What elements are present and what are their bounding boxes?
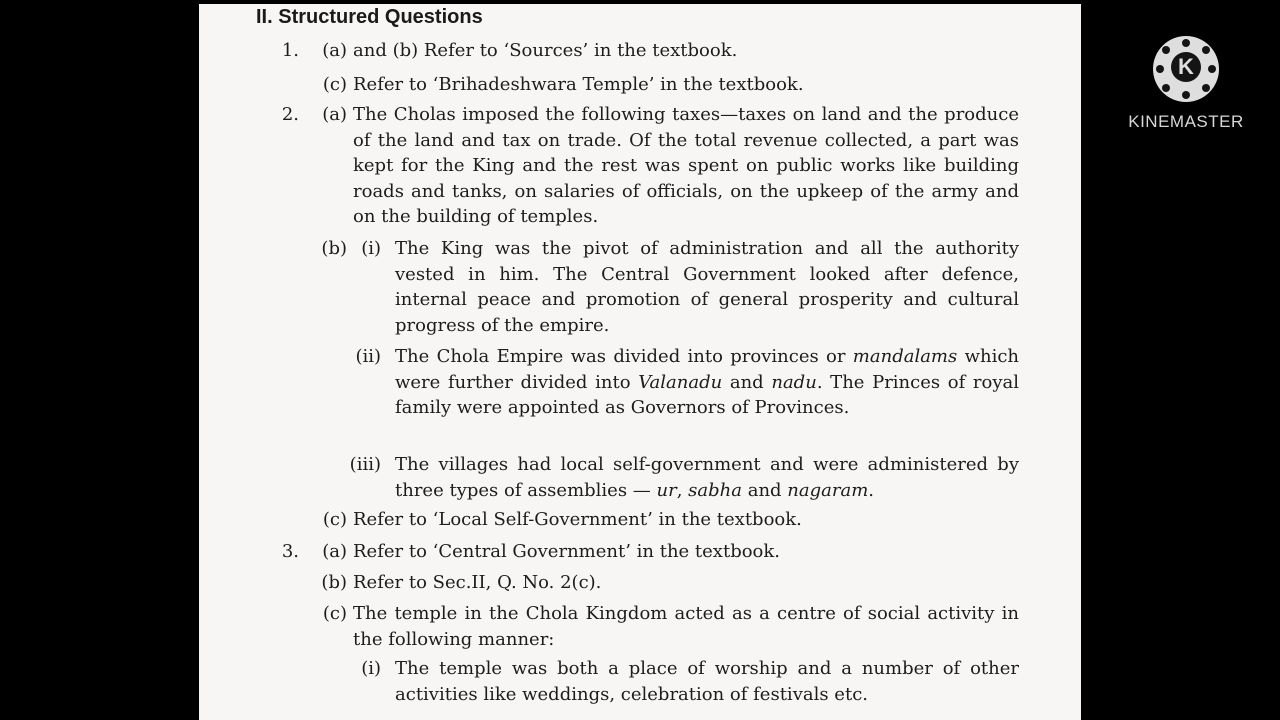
q2-a-label: (a) xyxy=(322,104,347,125)
q2-b-iii-term-nagaram: nagaram xyxy=(787,479,869,501)
kinemaster-logo-letter: K xyxy=(1171,52,1201,82)
q2-b-iii-t3: and xyxy=(742,479,788,501)
section-heading: II. Structured Questions xyxy=(256,6,483,28)
q2-b-i-text: The King was the pivot of administration and all the authority vested in him. The Central Government looked after defence, internal peace and promotion of general prosperity and cultural progress of the empire. xyxy=(395,238,1019,336)
kinemaster-wordmark: KINEMASTER xyxy=(1128,112,1244,131)
kinemaster-watermark xyxy=(1124,34,1248,134)
q2-b-iii-t2: , xyxy=(676,479,689,501)
q2-b-iii-term-sabha: sabha xyxy=(688,479,742,501)
q2-a-text: The Cholas imposed the following taxes—taxes on land and the produce of the land and tax on trade. Of the total revenue collected, a part was kept for the King and the rest was spent on public works like building roads and tanks, on salaries of officials, on the upkeep of the army and on the building of temples. xyxy=(353,104,1019,228)
q2-b-iii-label: (iii) xyxy=(349,454,381,475)
q2-b-iii-term-ur: ur xyxy=(656,479,677,501)
q2-b-i-label: (i) xyxy=(361,238,381,259)
q2-number: 2. xyxy=(281,104,299,125)
q3-b-label: (b) xyxy=(321,572,347,593)
q3-b-text: Refer to Sec.II, Q. No. 2(c). xyxy=(353,572,602,593)
q3-c-text: The temple in the Chola Kingdom acted as a centre of social activity in the following manner: xyxy=(353,603,1019,650)
q2-b-iii-text xyxy=(395,452,1019,503)
q3-c-i-text: The temple was both a place of worship and a number of other activities like weddings, celebration of festivals etc. xyxy=(395,658,1019,705)
q2-b-ii-t4: . The Princes of royal family were appointed as Governors of Provinces. xyxy=(395,371,1020,419)
q2-b-ii-t1: The Chola Empire was divided into provinces or xyxy=(395,346,853,367)
q2-c-text: Refer to ‘Local Self-Government’ in the textbook. xyxy=(353,509,802,530)
q2-b-iii-t1: The villages had local self-government and were administered by three types of assemblies — xyxy=(395,454,1019,501)
q1-ab-text: and (b) Refer to ‘Sources’ in the textbook. xyxy=(353,40,738,61)
q2-b-ii-text xyxy=(395,344,1019,421)
q1-number: 1. xyxy=(281,40,299,61)
q2-b-ii-term-valanadu: Valanadu xyxy=(638,371,723,393)
document-page xyxy=(199,4,1081,720)
q3-a-label: (a) xyxy=(322,541,347,562)
q1-c-text: Refer to ‘Brihadeshwara Temple’ in the textbook. xyxy=(353,74,804,95)
q3-c-label: (c) xyxy=(322,603,347,624)
q3-number: 3. xyxy=(281,541,299,562)
q2-b-ii-term-nadu: nadu xyxy=(771,371,817,393)
q3-c-i-label: (i) xyxy=(361,658,381,679)
q2-b-ii-term-mandalams: mandalams xyxy=(852,346,958,367)
q1-c-label: (c) xyxy=(322,74,347,95)
q2-b-ii-t3: and xyxy=(722,371,772,393)
q2-b-label: (b) xyxy=(321,238,347,259)
q2-c-label: (c) xyxy=(322,509,347,530)
q1-a-label: (a) xyxy=(322,40,347,61)
q2-b-ii-t2: which were further divided into xyxy=(395,346,1019,393)
q2-b-iii-t4: . xyxy=(868,479,875,501)
q2-b-ii-label: (ii) xyxy=(355,346,381,367)
q3-a-text: Refer to ‘Central Government’ in the textbook. xyxy=(353,541,781,562)
